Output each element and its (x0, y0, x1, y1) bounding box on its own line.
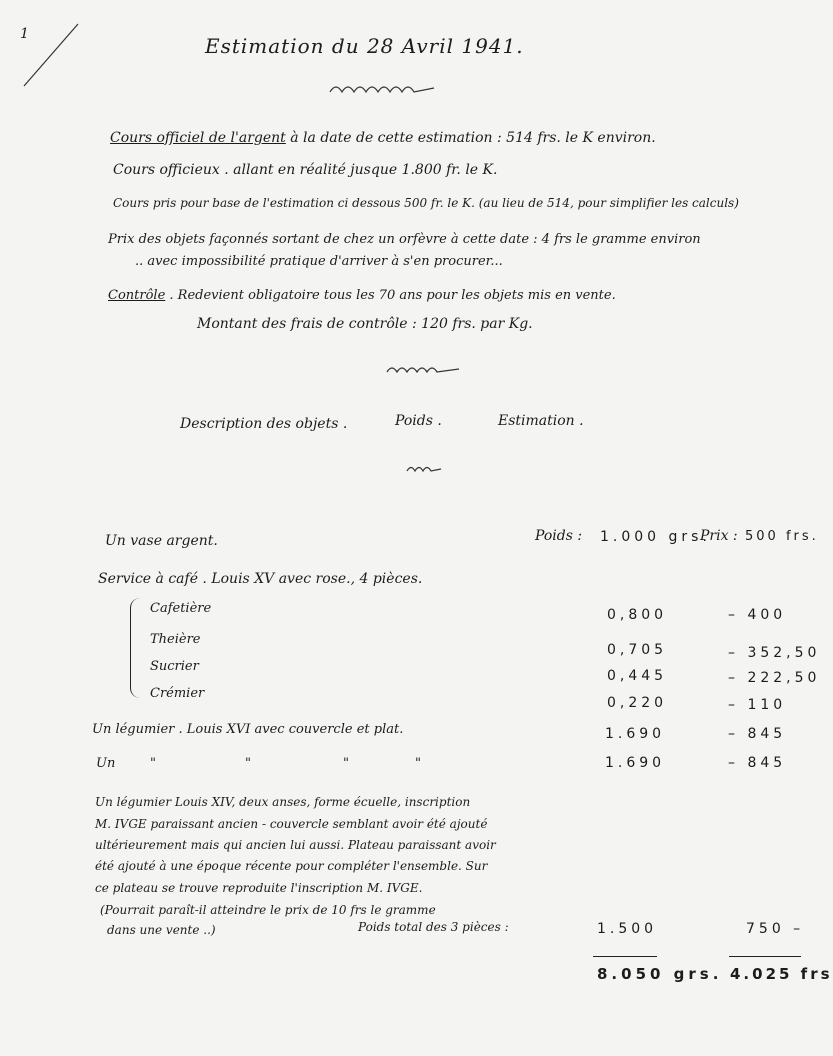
header-estimate: Estimation . (498, 413, 584, 429)
vase-weight-label: Poids : (535, 528, 583, 544)
service-item-name: Crémier (150, 686, 205, 701)
flourish-middle (385, 362, 465, 378)
legumier-3-line: Un légumier Louis XIV, deux anses, forme écuelle, inscription (95, 795, 471, 809)
legumier-3-weight: 1.500 (597, 921, 658, 937)
service-item-name: Sucrier (150, 659, 199, 674)
legumier-2-price: – 845 (728, 755, 787, 771)
intro-line-1 (110, 130, 656, 146)
flourish-top (328, 80, 428, 98)
page-title: Estimation du 28 Avril 1941. (205, 34, 524, 58)
legumier-3-line: ultérieurement mais qui ancien lui aussi. Plateau paraissant avoir (95, 838, 496, 852)
intro-line-5: .. avec impossibilité pratique d'arriver à s'en procurer... (135, 254, 503, 269)
service-item-weight: 0,800 (607, 607, 668, 623)
total-price: 4.025 frs (730, 965, 833, 983)
legumier-1-label: Un légumier . Louis XVI avec couvercle et plat. (92, 722, 404, 737)
legumier-2-label: Un (96, 756, 116, 771)
legumier-2-weight: 1.690 (605, 755, 666, 771)
service-item-weight: 0,705 (607, 642, 668, 658)
legumier-3-line: ce plateau se trouve reproduite l'inscription M. IVGE. (95, 881, 423, 895)
intro-line-3: Cours pris pour base de l'estimation ci dessous 500 fr. le K. (au lieu de 514, pour simplifier les calculs) (113, 196, 739, 210)
controle-label: Contrôle (108, 288, 166, 303)
vase-weight: 1.000 grs. (600, 529, 711, 545)
legumier-3-line: M. IVGE paraissant ancien - couvercle semblant avoir été ajouté (95, 817, 488, 831)
vase-price: 500 frs. (745, 529, 819, 544)
service-item-price: – 400 (728, 607, 787, 623)
ditto-mark: " (415, 756, 421, 771)
ditto-mark: " (150, 756, 156, 771)
legumier-1-weight: 1.690 (605, 726, 666, 742)
service-item-weight: 0,220 (607, 695, 668, 711)
ditto-mark: " (245, 756, 251, 771)
header-description: Description des objets . (180, 416, 348, 432)
intro-line-1-rest: à la date de cette estimation : 514 frs. le K environ. (285, 130, 656, 146)
intro-line-6-rest: . Redevient obligatoire tous les 70 ans pour les objets mis en vente. (165, 288, 616, 303)
intro-line-6 (108, 288, 616, 303)
service-label: Service à café . Louis XV avec rose., 4 pièces. (98, 571, 423, 587)
header-weight: Poids . (395, 413, 442, 429)
service-brace (130, 598, 141, 698)
intro-line-4: Prix des objets façonnés sortant de chez un orfèvre à cette date : 4 frs le gramme environ (108, 232, 701, 247)
legumier-3-price: 750 – (746, 921, 805, 937)
service-item-weight: 0,445 (607, 668, 668, 684)
service-item-price: – 352,50 (728, 645, 821, 661)
service-item-name: Theière (150, 632, 201, 647)
flourish-small (405, 462, 445, 476)
vase-price-label: Prix : (700, 528, 738, 544)
legumier-3-line: dans une vente ..) (107, 923, 216, 937)
total-weight-rule (593, 956, 657, 957)
page-number: 1 (20, 26, 29, 42)
ditto-mark: " (343, 756, 349, 771)
intro-line-7: Montant des frais de contrôle : 120 frs. par Kg. (197, 316, 533, 332)
legumier-1-price: – 845 (728, 726, 787, 742)
legumier-3-line: (Pourrait paraît-il atteindre le prix de 10 frs le gramme (100, 903, 436, 917)
service-item-name: Cafetière (150, 601, 212, 616)
intro-line-2: Cours officieux . allant en réalité jusque 1.800 fr. le K. (113, 162, 498, 178)
legumier-3-weight-label: Poids total des 3 pièces : (358, 920, 509, 934)
total-price-rule (729, 956, 801, 957)
service-item-price: – 222,50 (728, 670, 821, 686)
total-weight: 8.050 grs. (597, 965, 723, 983)
corner-stroke (10, 10, 80, 90)
legumier-3-line: été ajouté à une époque récente pour compléter l'ensemble. Sur (95, 859, 488, 873)
intro-line-1-lead: Cours officiel de l'argent (110, 130, 286, 146)
service-item-price: – 110 (728, 697, 787, 713)
vase-label: Un vase argent. (105, 533, 218, 549)
